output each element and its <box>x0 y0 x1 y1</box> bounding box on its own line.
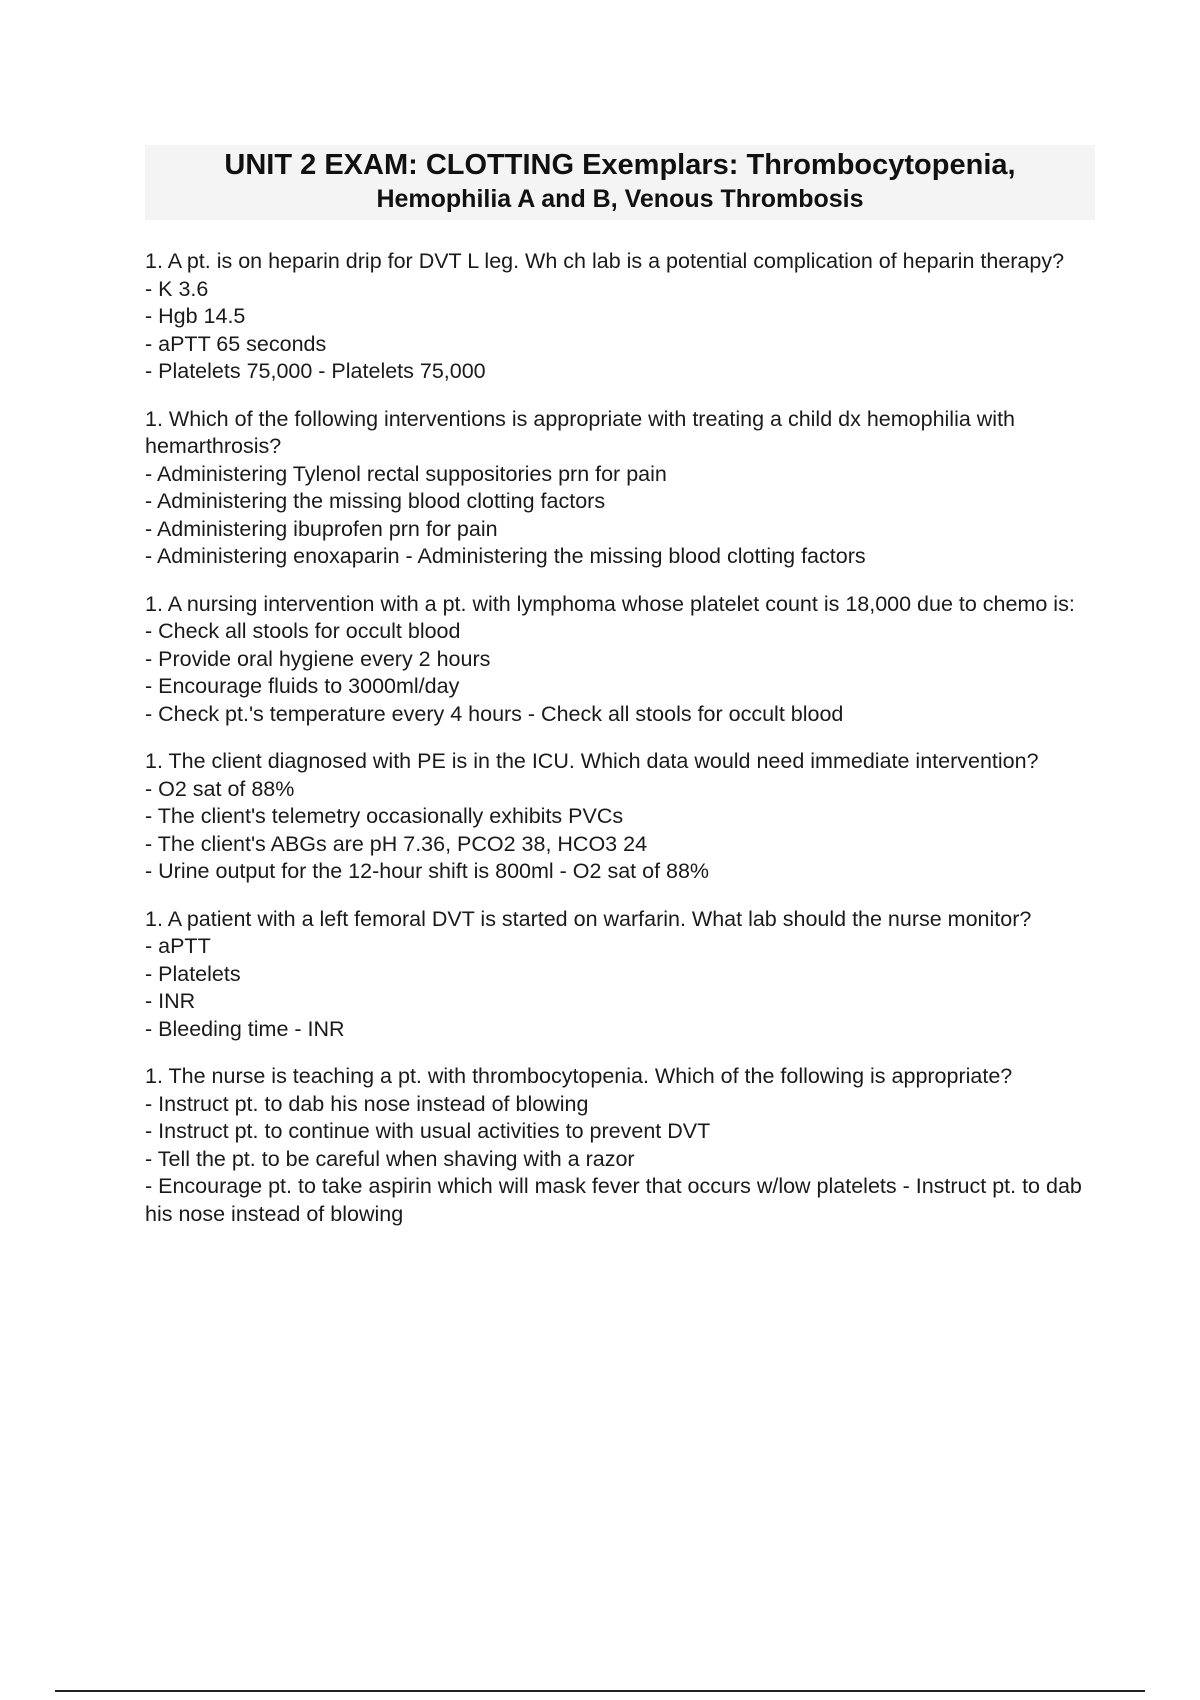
answer-option: - Urine output for the 12-hour shift is 800ml - O2 sat of 88% <box>145 859 710 883</box>
answer-option: - Administering Tylenol rectal suppositories prn for pain <box>145 461 667 486</box>
answer-option: - aPTT <box>145 934 211 958</box>
answer-option: - Bleeding time - INR <box>145 1016 345 1041</box>
question-stem: 1. A pt. is on heparin drip for DVT L leg. Wh ch lab is a potential complication of heparin therapy? <box>145 249 1065 273</box>
answer-option: - Administering the missing blood clotting factors <box>145 489 606 513</box>
answer-option: - K 3.6 <box>145 276 209 301</box>
answer-option: - Platelets <box>145 961 241 986</box>
answer-option: - Instruct pt. to dab his nose instead of blowing <box>145 1091 589 1116</box>
answer-option: - INR <box>145 989 196 1013</box>
question-list <box>145 248 1095 1248</box>
answer-option: - Encourage fluids to 3000ml/day <box>145 674 460 698</box>
document-title <box>145 145 1095 220</box>
title-line-2: Hemophilia A and B, Venous Thrombosis <box>376 185 864 213</box>
question-stem: 1. The nurse is teaching a pt. with thrombocytopenia. Which of the following is appropriate? <box>145 1064 1013 1088</box>
answer-option: - The client's ABGs are pH 7.36, PCO2 38, HCO3 24 <box>145 831 648 856</box>
answer-option: - Hgb 14.5 <box>145 304 246 328</box>
answer-option: - Instruct pt. to continue with usual activities to prevent DVT <box>145 1119 711 1143</box>
answer-option: - Provide oral hygiene every 2 hours <box>145 646 491 671</box>
answer-option: - Check all stools for occult blood <box>145 619 461 643</box>
answer-option: - aPTT 65 seconds <box>145 331 327 356</box>
answer-option: - Administering enoxaparin - Administering the missing blood clotting factors <box>145 544 866 568</box>
question-4 <box>145 748 1095 886</box>
question-stem: 1. A nursing intervention with a pt. with lymphoma whose platelet count is 18,000 due to chemo is: <box>145 591 1075 616</box>
answer-option: - Platelets 75,000 - Platelets 75,000 <box>145 359 486 383</box>
answer-option: - Tell the pt. to be careful when shaving with a razor <box>145 1146 635 1171</box>
question-stem: 1. A patient with a left femoral DVT is started on warfarin. What lab should the nurse monitor? <box>145 906 1032 931</box>
question-2 <box>145 406 1095 571</box>
question-5 <box>145 906 1095 1044</box>
answer-option: - The client's telemetry occasionally exhibits PVCs <box>145 804 624 828</box>
question-stem: 1. Which of the following interventions is appropriate with treating a child dx hemophilia with hemarthrosis? <box>145 406 1021 458</box>
title-line-1: UNIT 2 EXAM: CLOTTING Exemplars: Thrombocytopenia, <box>224 149 1016 181</box>
answer-option: - Administering ibuprofen prn for pain <box>145 516 498 541</box>
question-stem: 1. The client diagnosed with PE is in the ICU. Which data would need immediate intervention? <box>145 749 1039 773</box>
question-6 <box>145 1063 1095 1228</box>
footer-divider <box>55 1690 1145 1692</box>
question-3 <box>145 591 1095 729</box>
answer-option: - O2 sat of 88% <box>145 776 295 801</box>
question-1 <box>145 248 1095 386</box>
answer-option: - Encourage pt. to take aspirin which will mask fever that occurs w/low platelets - Instruct pt. to dab his nose instead of blowing <box>145 1174 1088 1226</box>
answer-option: - Check pt.'s temperature every 4 hours - Check all stools for occult blood <box>145 701 844 726</box>
